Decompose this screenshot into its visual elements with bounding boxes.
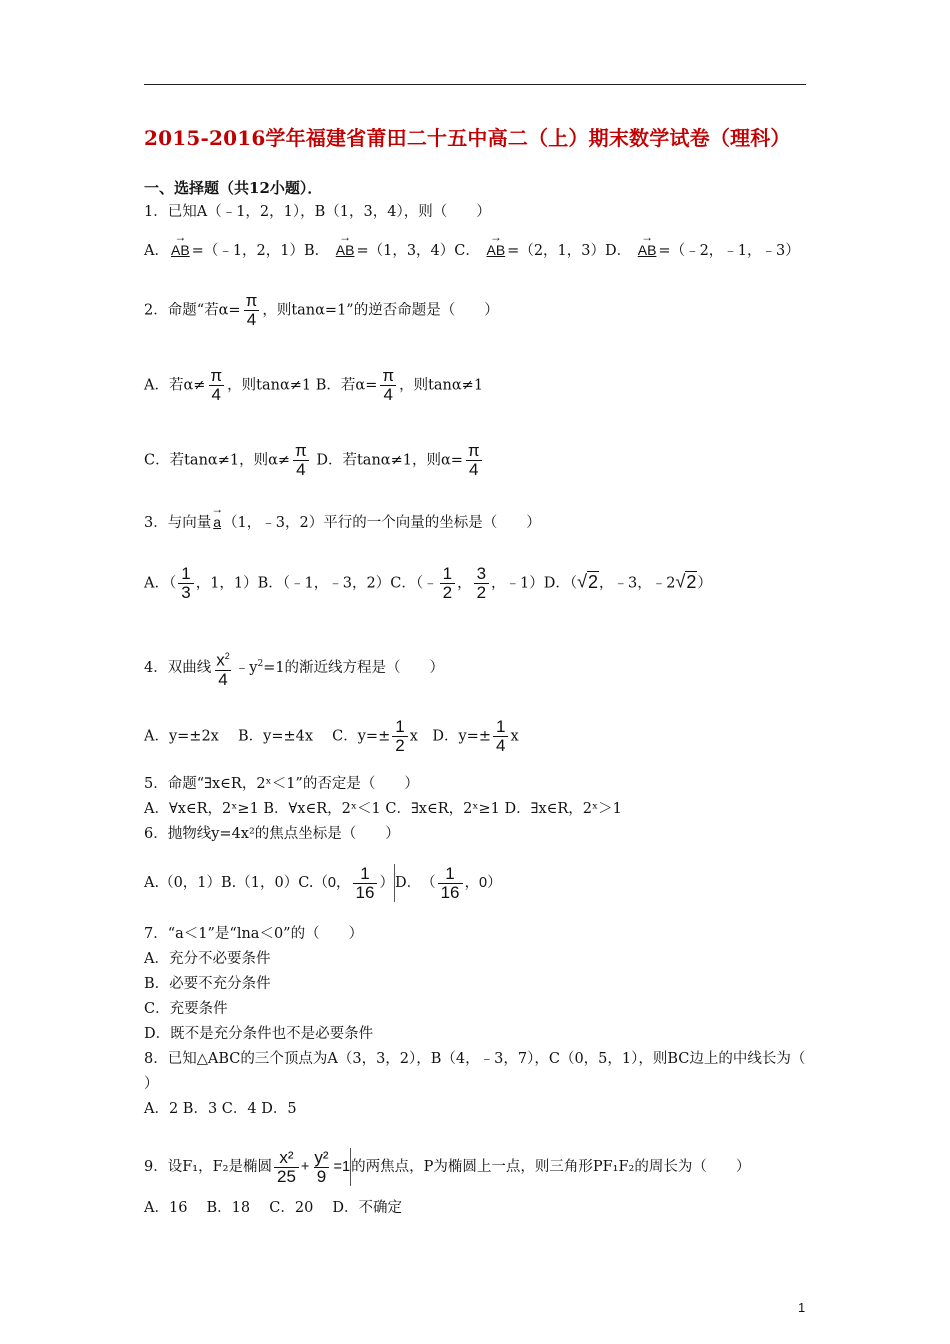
question-5-options: A．∀x∈R，2ˣ≥1 B．∀x∈R，2ˣ＜1 C．∃x∈R，2ˣ≥1 D．∃x∈R，2ˣ＞1 (144, 801, 622, 817)
section-heading: 一、选择题（共12小题）． (144, 179, 323, 197)
question-3-options: A．（ $\frac{1}{3}$ ，1，1）B．（﹣1，﹣3，2）C．（﹣ $\frac{1}{2}$ ， $\frac{3}{2}$ ，﹣1）D．（√2，﹣3，﹣2√2） (144, 564, 712, 602)
question-1-stem: 1．已知A（﹣1，2，1），B（1，3，4），则（ ） (144, 204, 491, 220)
fraction-1-3: $\frac{1}{3}$ (178, 565, 193, 602)
point-0-1-16: （0， $\frac{1}{16}$ ） (313, 863, 394, 902)
page-title: 2015-2016学年福建省莆田二十五中高二（上）期末数学试卷（理科） (144, 126, 791, 150)
vector-a: → a (211, 512, 223, 532)
question-1-options: A．→ AB =（﹣1，2，1）B． → AB =（1，3，4）C． → AB =（2，1，3）D． → AB =（﹣2，﹣1，﹣3） (144, 240, 800, 261)
question-7-option-b: B．必要不充分条件 (144, 976, 271, 992)
vector-ab: → AB (169, 240, 192, 260)
vector-ab: → AB (636, 240, 659, 260)
fraction-3-2: $\frac{3}{2}$ (474, 565, 489, 602)
fraction-1-2: $\frac{1}{2}$ (392, 718, 407, 755)
question-6-stem: 6．抛物线y=4x²的焦点坐标是（ ） (144, 826, 400, 842)
question-7-option-a: A．充分不必要条件 (144, 951, 271, 967)
question-7-option-c: C．充要条件 (144, 1001, 228, 1017)
question-7-stem: 7．“a＜1”是“lna＜0”的（ ） (144, 926, 364, 942)
fraction-1-2: $\frac{1}{2}$ (440, 565, 455, 602)
fraction-pi-over-4: $\frac{\pi}{4}$ (210, 366, 223, 404)
sqrt-2: √2 (675, 571, 697, 592)
fraction-pi-over-4: $\frac{\pi}{4}$ (467, 441, 480, 479)
question-2-options-ab: A．若α≠ $\frac{\pi}{4}$ ，则tanα≠1 B．若α= $\frac{\pi}{4}$ ，则tanα≠1 (144, 366, 484, 404)
question-2-stem: 2．命题“若α= $\frac{\pi}{4}$ ，则tanα=1”的逆否命题是（ ） (144, 291, 499, 329)
vector-ab: → AB (334, 240, 357, 260)
fraction-x2-over-4: $\frac{x^2}{4}$ (216, 650, 230, 689)
point-1-16-0: （ $\frac{1}{16}$ ，0） (421, 863, 502, 902)
ellipse-equation: $\frac{\text{x²}}{25}$ + $\frac{\text{y²}}{9}$ =1 (272, 1148, 351, 1186)
question-5-stem: 5．命题“∃x∈R，2ˣ＜1”的否定是（ ） (144, 776, 419, 792)
question-3-stem: 3．与向量→ a （1，﹣3，2）平行的一个向量的坐标是（ ） (144, 512, 541, 533)
question-4-stem: 4．双曲线 $\frac{x^2}{4}$ $﹣y^2=1$的渐近线方程是（ ） (144, 647, 444, 689)
fraction-pi-over-4: $\frac{\pi}{4}$ (245, 291, 258, 329)
question-2-options-cd: C．若tanα≠1，则α≠ $\frac{\pi}{4}$ D．若tanα≠1，则α= $\frac{\pi}{4}$ (144, 442, 485, 479)
question-8-stem-cont: ） (144, 1076, 159, 1092)
question-9-stem: 9．设F₁，F₂是椭圆 $\frac{\text{x²}}{25}$ + $\frac{\text{y²}}{9}$ =1 的两焦点，P为椭圆上一点，则三角形PF₁F₂的周长为（ ） (144, 1147, 751, 1186)
question-6-options: A.（0，1）B.（1，0）C. （0， $\frac{1}{16}$ ） D． （ $\frac{1}{16}$ ，0） (144, 863, 502, 902)
header-rule (144, 84, 806, 85)
page-number: 1 (798, 1300, 806, 1315)
vector-ab: → AB (484, 240, 507, 260)
question-7-option-d: D．既不是充分条件也不是必要条件 (144, 1026, 374, 1042)
question-8-stem: 8．已知△ABC的三个顶点为A（3，3，2），B（4，﹣3，7），C（0，5，1），则BC边上的中线长为（ (144, 1051, 806, 1067)
sqrt-2: √2 (577, 571, 599, 592)
fraction-pi-over-4: $\frac{\pi}{4}$ (382, 366, 395, 404)
question-4-options: A．y=±2x B．y=±4x C．y=± $\frac{1}{2}$ x D．y=± $\frac{1}{4}$ x (144, 717, 519, 755)
question-9-options: A．16 B．18 C．20 D．不确定 (144, 1200, 403, 1216)
question-8-options: A．2 B．3 C．4 D．5 (144, 1101, 297, 1117)
fraction-pi-over-4: $\frac{\pi}{4}$ (295, 441, 307, 479)
fraction-1-4: $\frac{1}{4}$ (493, 718, 508, 755)
